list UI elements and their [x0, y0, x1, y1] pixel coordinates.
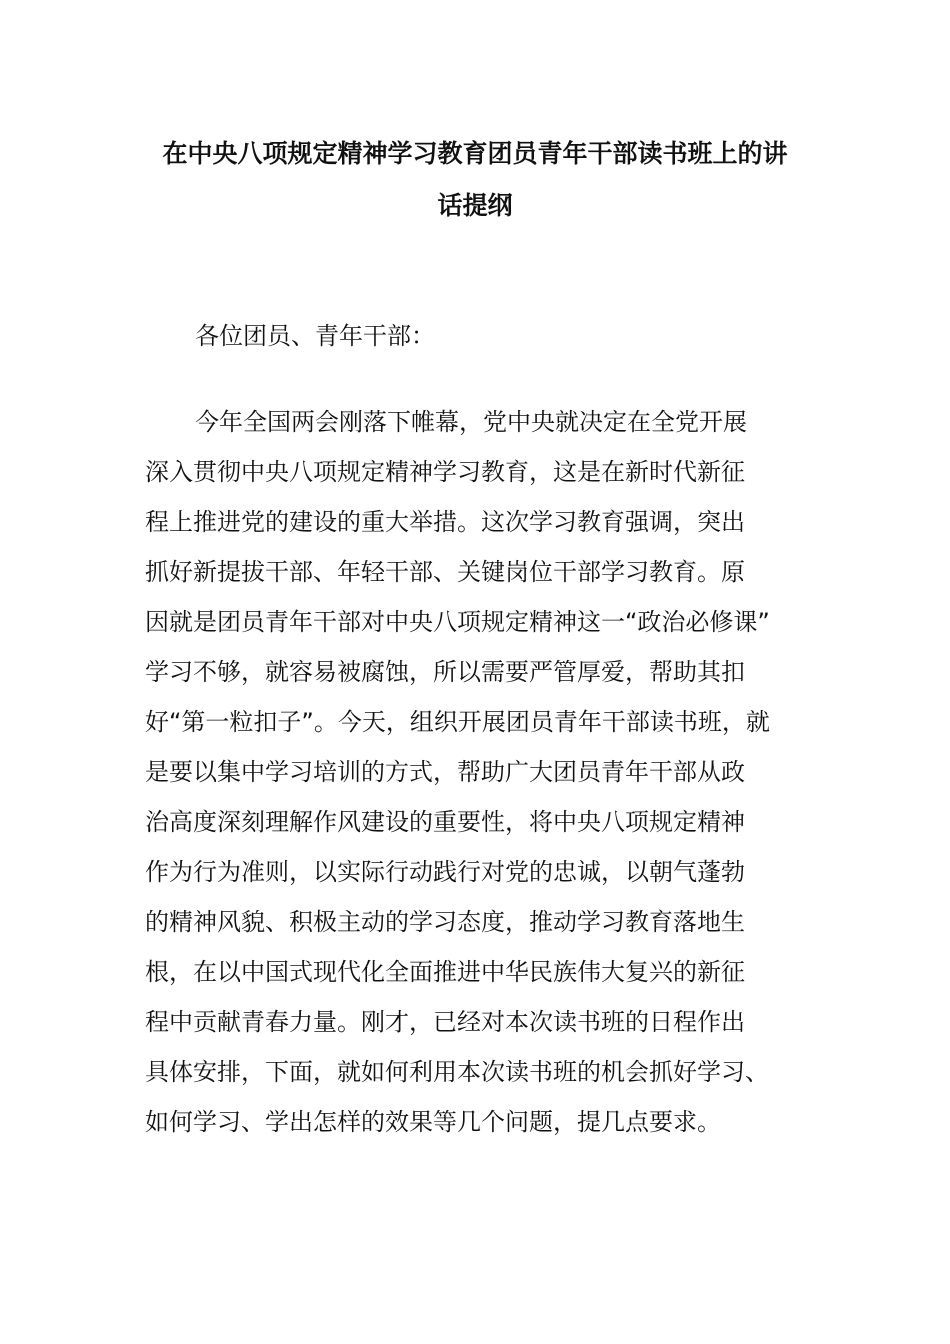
paragraph-line: 学习不够，就容易被腐蚀，所以需要严管厚爱，帮助其扣	[145, 658, 745, 686]
paragraph-line: 如何学习、学出怎样的效果等几个问题，提几点要求。	[145, 1108, 721, 1136]
paragraph-line: 作为行为准则，以实际行动践行对党的忠诚，以朝气蓬勃	[145, 858, 745, 886]
paragraph-line: 因就是团员青年干部对中央八项规定精神这一“政治必修课”	[145, 608, 770, 636]
paragraph-line: 抓好新提拔干部、年轻干部、关键岗位干部学习教育。原	[145, 558, 745, 586]
paragraph-line: 根，在以中国式现代化全面推进中华民族伟大复兴的新征	[145, 958, 745, 986]
document-title	[140, 128, 810, 232]
body-paragraph	[145, 397, 815, 1147]
paragraph-line: 是要以集中学习培训的方式，帮助广大团员青年干部从政	[145, 758, 745, 786]
paragraph-line: 今年全国两会刚落下帷幕，党中央就决定在全党开展	[195, 408, 747, 436]
title-line-2: 话提纲	[437, 191, 513, 220]
salutation: 各位团员、青年干部：	[195, 322, 435, 350]
paragraph-line: 好“第一粒扣子”。今天，组织开展团员青年干部读书班，就	[145, 708, 770, 736]
paragraph-line: 深入贯彻中央八项规定精神学习教育，这是在新时代新征	[145, 458, 745, 486]
paragraph-line: 具体安排，下面，就如何利用本次读书班的机会抓好学习、	[145, 1058, 769, 1086]
paragraph-line: 程上推进党的建设的重大举措。这次学习教育强调，突出	[145, 508, 745, 536]
paragraph-line: 的精神风貌、积极主动的学习态度，推动学习教育落地生	[145, 908, 745, 936]
paragraph-line: 治高度深刻理解作风建设的重要性，将中央八项规定精神	[145, 808, 745, 836]
paragraph-line: 程中贡献青春力量。刚才，已经对本次读书班的日程作出	[145, 1008, 745, 1036]
title-line-1: 在中央八项规定精神学习教育团员青年干部读书班上的讲	[162, 139, 788, 168]
